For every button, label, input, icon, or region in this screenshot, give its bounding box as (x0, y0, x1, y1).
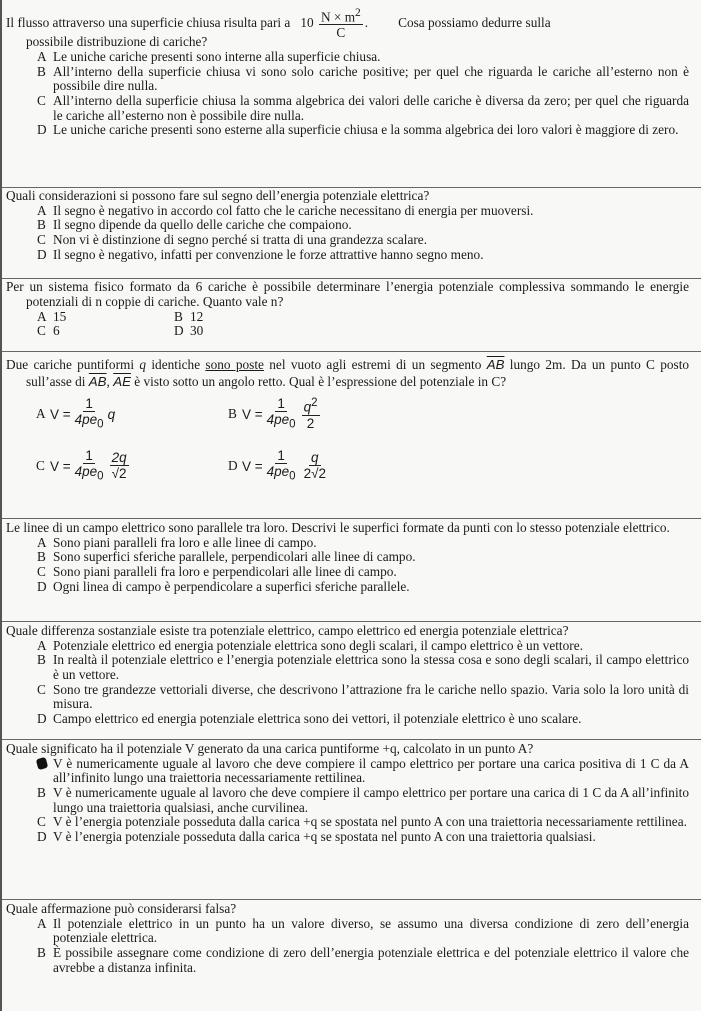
fraction-denominator: 2 (306, 415, 315, 431)
formula-fraction-2 (110, 450, 129, 482)
option-text: È possibile assegnare come condizione di zero dell’energia potenziale elettrica e del potenziale elettrico il valore che avrebbe a distanza infinita. (53, 944, 689, 975)
option-letter: B (37, 549, 46, 565)
option-a[interactable] (26, 204, 689, 219)
option-c[interactable] (26, 683, 689, 712)
question-1 (2, 0, 701, 187)
option-b[interactable] (26, 946, 689, 975)
fraction-numerator: 1 (277, 447, 285, 463)
option-letter: B (37, 784, 46, 800)
selection-mark-icon (36, 757, 49, 770)
option-c[interactable] (26, 324, 174, 339)
option-text: Il potenziale elettrico in un punto ha un valore diverso, se assumo una diversa condizione di zero dell’energia potenziale elettrica. (53, 915, 689, 946)
question-6 (2, 621, 701, 739)
stem-text-3: possibile distribuzione di cariche? (26, 34, 208, 50)
flux-coefficient: 10 (300, 14, 314, 30)
option-b[interactable] (228, 396, 322, 433)
option-letter: C (36, 458, 45, 473)
option-b[interactable] (174, 310, 324, 325)
flux-exponent: 2 (355, 7, 361, 19)
fraction-numerator: 1 (277, 395, 285, 411)
option-c[interactable] (26, 815, 689, 830)
option-letter: D (37, 828, 47, 844)
formula-fraction (73, 448, 106, 485)
question-2 (2, 187, 701, 278)
fraction-denominator: √2 (111, 466, 127, 481)
option-text: Le uniche cariche presenti sono esterne alla superficie chiusa e la somma algebrica dei loro valori è maggiore di zero. (53, 122, 679, 138)
option-d[interactable] (26, 123, 689, 138)
option-a[interactable] (26, 639, 689, 654)
option-text: Ogni linea di campo è perpendicolare a superfici sferiche parallele. (53, 578, 410, 594)
stem-text-2: Cosa possiamo dedurre sulla (398, 15, 551, 31)
stem-text: Due cariche puntiformi (6, 357, 135, 372)
option-text: V è numericamente uguale al lavoro che deve compiere il campo elettrico per portare una carica di 1 C da A all’infinito lungo una traiettoria qualsiasi, anche curvilinea. (53, 784, 689, 815)
question-stem: Per un sistema fisico formato da 6 cariche è possibile determinare l’energia potenziale complessiva sommando le energie potenziali di n coppie di cariche. Quanto vale n? (6, 279, 689, 309)
option-b[interactable] (26, 786, 689, 815)
option-c[interactable] (26, 565, 689, 580)
question-stem: Le linee di un campo elettrico sono parallele tra loro. Descrivi le superfici formate da punti con lo stesso potenziale elettrico. (6, 520, 670, 535)
option-letter: D (174, 323, 184, 339)
option-text: Il segno dipende da quello delle cariche che compaiono. (53, 217, 352, 233)
formula-lhs: V = (50, 406, 71, 422)
fraction-exponent: 2 (311, 397, 318, 410)
option-letter: B (37, 217, 46, 233)
option-text: All’interno della superficie chiusa la somma algebrica dei valori delle cariche è diversa da zero; per quel che riguarda le cariche all’esterno non è possibile dire nulla. (53, 93, 689, 123)
option-b[interactable] (26, 550, 689, 565)
option-text: Sono piani paralleli fra loro e alle linee di campo. (53, 534, 317, 550)
option-letter: C (37, 681, 46, 697)
option-letter: A (37, 202, 47, 218)
option-text: 15 (53, 308, 67, 324)
option-d[interactable] (228, 448, 330, 485)
option-c[interactable] (26, 233, 689, 248)
option-text: V è l’energia potenziale posseduta dalla carica +q se spostata nel punto A con una traiettoria necessariamente rettilinea. (53, 814, 687, 830)
option-b[interactable] (26, 65, 689, 94)
question-stem: Quali considerazioni si possono fare sul segno dell’energia potenziale elettrica? (6, 188, 430, 203)
fraction-numerator: 1 (85, 447, 93, 463)
formula-row-1 (26, 392, 689, 436)
option-a[interactable] (26, 50, 689, 65)
fraction-denominator: 4pe (74, 463, 98, 479)
option-text: Non vi è distinzione di segno perché si tratta di una grandezza scalare. (53, 231, 428, 247)
option-letter: A (37, 308, 47, 324)
stem-text: nel vuoto agli estremi di un segmento (269, 357, 482, 372)
formula-row-2 (26, 444, 689, 488)
stem-text: è visto sotto un angolo retto. Qual è l’espressione del potenziale in C? (134, 374, 507, 389)
fraction-denominator: 4pe (266, 463, 290, 479)
option-b[interactable] (26, 218, 689, 233)
option-d[interactable] (26, 248, 689, 263)
stem-text: lungo 2m. Da un punto C posto sull’asse di (26, 357, 690, 389)
option-d[interactable] (26, 830, 689, 845)
option-letter: B (174, 308, 183, 324)
flux-fraction (319, 6, 363, 41)
fraction-subscript: 0 (289, 470, 296, 483)
option-a[interactable] (26, 917, 689, 946)
stem-comma: , (106, 374, 110, 389)
option-text: Le uniche cariche presenti sono interne alla superficie chiusa. (53, 49, 381, 65)
formula-fraction-2 (302, 396, 320, 432)
formula-lhs: V = (242, 406, 263, 422)
option-text: 30 (190, 323, 204, 339)
option-a[interactable] (26, 757, 689, 786)
formula-lhs: V = (242, 458, 263, 474)
fraction-numerator: 2q (111, 450, 127, 465)
stem-charge-symbol: q (139, 357, 147, 372)
option-letter: A (37, 915, 47, 931)
fraction-denominator: 4pe (74, 411, 98, 427)
fraction-subscript: 0 (97, 418, 104, 431)
option-c[interactable] (26, 94, 689, 123)
option-text: V è numericamente uguale al lavoro che deve compiere il campo elettrico per portare una carica positiva di 1 C da A all’infinito lungo una traiettoria necessariamente rettilinea. (53, 755, 689, 786)
option-letter: B (228, 406, 237, 421)
question-7 (2, 739, 701, 899)
option-letter: D (37, 578, 47, 594)
stem-text: Il flusso attraverso una superficie chiusa risulta pari a (6, 15, 291, 31)
flux-value (300, 6, 368, 41)
option-letter: B (37, 944, 46, 960)
fraction-numerator: q (303, 399, 312, 415)
option-text: In realtà il potenziale elettrico e l’energia potenziale elettrica sono la stessa cosa e sono degli scalari, il campo elettrico è un vettore. (53, 652, 689, 682)
option-text: 6 (53, 323, 60, 339)
option-text: Campo elettrico ed energia potenziale elettrica sono dei vettori, il potenziale elettrico è uno scalare. (53, 710, 582, 726)
question-4 (2, 351, 701, 518)
option-b[interactable] (26, 653, 689, 682)
fraction-subscript: 0 (289, 418, 296, 431)
option-letter: D (37, 122, 47, 138)
option-a[interactable] (26, 536, 689, 551)
option-a[interactable] (26, 310, 174, 325)
option-text: Sono superfici sferiche parallele, perpendicolari alle linee di campo. (53, 549, 416, 565)
fraction-denominator: 2√2 (303, 466, 327, 481)
option-letter: D (37, 246, 47, 262)
option-letter: A (37, 49, 47, 65)
options-row-2 (26, 324, 689, 339)
option-letter: B (37, 63, 46, 79)
flux-denominator: C (336, 25, 346, 41)
option-letter: C (37, 814, 46, 830)
option-letter: D (37, 710, 47, 726)
option-text: Potenziale elettrico ed energia potenziale elettrica sono degli scalari, il campo elettrico è un vettore. (53, 637, 583, 653)
question-8 (2, 899, 701, 977)
option-text: 12 (190, 308, 204, 324)
formula-fraction (73, 396, 106, 433)
formula-fraction (265, 448, 298, 485)
formula-term: q (107, 406, 116, 422)
option-text: Il segno è negativo, infatti per convenzione le forze attrattive hanno segno meno. (53, 246, 484, 262)
option-letter: D (228, 458, 238, 473)
flux-numerator: N × m (320, 9, 356, 25)
option-a[interactable] (26, 396, 183, 433)
question-3 (2, 278, 701, 351)
segment-ab: $\overline{AB}$ (486, 357, 505, 372)
option-letter: A (37, 534, 47, 550)
option-text: All’interno della superficie chiusa vi sono solo cariche positive; per quel che riguarda le cariche all’esterno non è possibile dire nulla. (53, 63, 689, 94)
fraction-subscript: 0 (97, 470, 104, 483)
question-stem: Quale differenza sostanziale esiste tra potenziale elettrico, campo elettrico ed energia potenziale elettrica? (6, 623, 569, 638)
option-text: Il segno è negativo in accordo col fatto che le cariche necessitano di energia per muoversi. (53, 202, 534, 218)
fraction-denominator: 4pe (266, 411, 290, 427)
option-letter: A (37, 637, 47, 653)
option-letter: C (37, 93, 46, 108)
flux-period: . (364, 14, 369, 30)
option-d[interactable] (174, 324, 324, 339)
option-text: V è l’energia potenziale posseduta dalla carica +q se spostata nel punto A con una traiettoria qualsiasi. (53, 828, 596, 844)
question-stem: Quale significato ha il potenziale V generato da una carica puntiforme +q, calcolato in un punto A? (6, 741, 534, 756)
option-d[interactable] (26, 712, 689, 727)
option-selected-mark (37, 757, 53, 772)
options-row-1 (26, 310, 689, 325)
segment-ab: $\overline{AB}$ (88, 374, 107, 389)
option-c[interactable] (26, 448, 183, 485)
option-letter: B (37, 652, 46, 668)
option-text: Sono tre grandezze vettoriali diverse, che descrivono l’attrazione fra le cariche nello spazio. Varia solo la loro unità di misura. (53, 681, 689, 712)
question-5 (2, 518, 701, 621)
segment-ae: $\overline{AE}$ (113, 374, 131, 389)
formula-fraction-2 (302, 450, 328, 482)
formula-lhs: V = (50, 458, 71, 474)
formula-fraction (265, 396, 298, 433)
fraction-numerator: q (311, 450, 319, 465)
option-letter: A (36, 406, 46, 421)
option-letter: C (37, 323, 46, 339)
question-stem (6, 356, 690, 390)
option-letter: C (37, 563, 46, 579)
stem-text: identiche (151, 357, 201, 372)
option-letter: C (37, 231, 46, 247)
option-text: Sono piani paralleli fra loro e perpendicolari alle linee di campo. (53, 563, 397, 579)
stem-text: sono poste (205, 357, 264, 372)
option-d[interactable] (26, 580, 689, 595)
fraction-numerator: 1 (85, 395, 93, 411)
question-stem: Quale affermazione può considerarsi falsa? (6, 901, 237, 916)
